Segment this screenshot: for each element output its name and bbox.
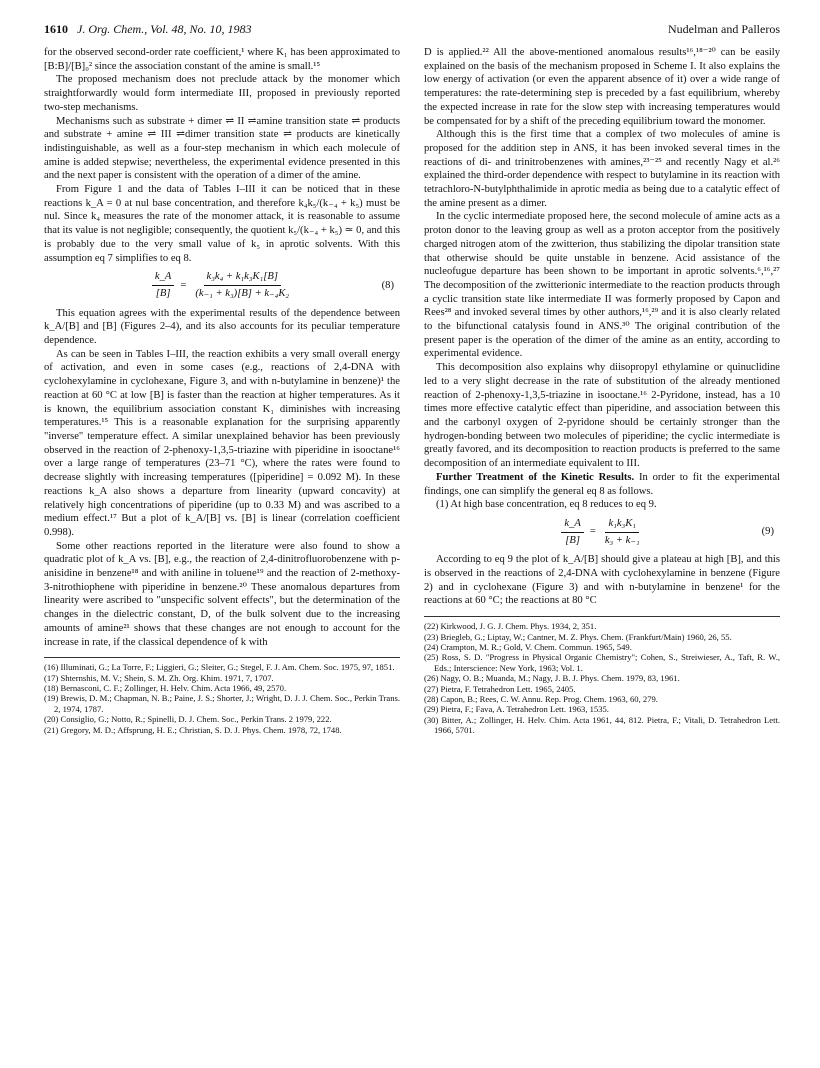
equation-number: (8)	[381, 279, 394, 291]
eq9-lhs-numerator: k_A	[561, 517, 583, 533]
reference-item: (22) Kirkwood, J. G. J. Chem. Phys. 1934, 2, 351.	[424, 621, 597, 632]
paragraph: Although this is the first time that a complex of two molecules of amine is proposed for the addition step in ANS, it has been invoked several times in the reactions of di- and trinitrobenzenes with amines,²³⁻²⁵ and recently Nagy et al.²⁶ explained the third-order dependence with respect to butylamine in its reaction with tetrachloro-N-butylphthalimide in aprotic media as being due to a catalytic effect of the amine present as a dimer.	[424, 129, 780, 209]
reference-item: (20) Consiglio, G.; Notto, R.; Spinelli, D. J. Chem. Soc., Perkin Trans. 2 1979, 222.	[44, 714, 332, 725]
eq8-lhs	[152, 270, 174, 300]
eq8-rhs	[192, 270, 292, 300]
equation-8	[44, 270, 400, 300]
journal-page	[44, 22, 780, 1052]
footnote-divider	[44, 657, 400, 658]
paragraph: From Figure 1 and the data of Tables I–III it can be noticed that in these reactions k_A = 0 at nul base concentration, and therefore k₄k₅/(k₋₄ + k₅) must be nul. Since k₄ measures the rate of the monomer attack, it is reasonable to assume that its value is not negligible; consequently, the quotient k₅/(k₋₄ + k₅) ≃ 0, and this is probably due to the very small value of k₅ in aprotic solvents. With this assumption eq 7 simplifies to eq 8.	[44, 184, 400, 264]
reference-item: (21) Gregory, M. D.; Affsprung, H. E.; Christian, S. D. J. Phys. Chem. 1978, 72, 1748.	[44, 724, 342, 735]
paragraph: D is applied.²² All the above-mentioned anomalous results¹⁶,¹⁸⁻²⁰ can be easily explained on the basis of the mechanism proposed in Scheme I. It also explains the low energy of activation (or even the apparent absence of it) over a wide range of temperatures: the rate-determining step is preceded by a fast equilibrium, whereby the expected increase in rate for the slow step with increasing temperatures would be compensated for by a shift of the preceding equilibrium toward the monomer.	[424, 47, 780, 127]
paragraph: As can be seen in Tables I–III, the reaction exhibits a very small overall energy of activation, and even in some cases (e.g., reactions of 2,4-DNA with cyclohexylamine in cyclohexane, Figure 3, and with n-butylamine in benzene)¹ the reaction at 60 °C at low [B] is faster than the reaction at higher temperatures. As it is known, the equilibrium association constant K₁ diminishes with increasing temperatures.¹⁵ This is a reasonable explanation for the surprising apparently "inverse" temperature effect. A similar unexplained behavior has been previously observed in the reaction of 2-phenoxy-1,3,5-triazine with piperidine in isooctane¹⁶ over a large range of temperatures (23–71 °C), where the rates were found to decrease slightly with increasing temperatures ([piperidine] = 0.092 M). In these reactions k_A also shows a departure from linearity (upward concavity) at relatively high concentrations of piperidine (up to 0.33 M) and was ascribed to a medium effect.¹⁷ But a plot of k_A/[B] vs. [B] is linear (correlation coefficient 0.998).	[44, 348, 400, 538]
left-column	[44, 46, 400, 736]
header-left	[44, 22, 252, 37]
eq8-lhs-numerator: k_A	[152, 270, 174, 286]
reference-item: (19) Brewis, D. M.; Chapman, N. B.; Paine, J. S.; Shorter, J.; Wright, D. J. J. Chem. Soc., Perkin Trans. 2, 1974, 1787.	[44, 693, 400, 714]
reference-item: (28) Capon, B.; Rees, C. W. Annu. Rep. Prog. Chem. 1963, 60, 279.	[424, 693, 658, 704]
paragraph: Mechanisms such as substrate + dimer ⇌ II ⇌amine transition state ⇌ products and substrate + amine ⇌ III ⇌dimer transition state ⇌ products are kinetically indistinguishable, as well as a four-step mechanism in which each molecule of amine is added stepwise; nevertheless, the experimental evidence presented in this and the next paper is consistent with the operation of a dimer of the amine.	[44, 115, 400, 182]
paragraph: This equation agrees with the experimental results of the dependence between k_A/[B] and [B] (Figures 2–4), and its also accounts for its peculiar temperature dependence.	[44, 307, 400, 347]
eq8-rhs-numerator: k₃k₄ + k₁k₃K₁[B]	[204, 270, 281, 286]
eq9-rhs-denominator: k₃ + k₋₁	[604, 534, 640, 546]
footnotes-right	[424, 621, 780, 735]
reference-item: (25) Ross, S. D. "Progress in Physical Organic Chemistry"; Cohen, S., Streiwieser, A., Taft, R. W., Eds.; Interscience: New York, 1963; Vol. 1.	[424, 652, 780, 673]
equation-number: (9)	[761, 526, 774, 538]
reference-item: (29) Pietra, F.; Fava, A. Tetrahedron Lett. 1963, 1535.	[424, 704, 609, 715]
footnotes-left	[44, 662, 400, 735]
right-column	[424, 46, 780, 736]
eq8-rhs-denominator: (k₋₁ + k₃)[B] + k₋₄K₂	[195, 287, 290, 299]
paragraph: In the cyclic intermediate proposed here, the second molecule of amine acts as a proton donor to the leaving group as well as a proton acceptor from the positively charged nitrogen atom of the zwitterion, thus stabilizing the dipolar transition state that otherwise should be quite unstable in benzene. Acid assistance of the nucleofugue departure has been shown to be important in aprotic solvents.⁶,¹⁶,²⁷ The decomposition of the zwitterionic intermediate to the reaction products through a cyclic transition state like intermediate II was formerly proposed by Capon and Rees²⁸ and invoked several times by other authors,¹⁶,²⁹ and it is also clearly related to the bifunctional catalysis found in ANS.³⁰ The original contribution of the present paper is the operation of the dimer of the amine as an entity, according to experimental evidence.	[424, 211, 780, 360]
section-paragraph	[424, 471, 780, 498]
paragraph: (1) At high base concentration, eq 8 reduces to eq 9.	[436, 499, 657, 511]
paragraph: The proposed mechanism does not preclude attack by the monomer which straightforwardly would form intermediate III, proposed in previously reported two-step mechanisms.	[44, 74, 400, 113]
two-column-body	[44, 46, 780, 736]
header-authors: Nudelman and Palleros	[668, 22, 780, 36]
section-text: In order to fit the experimental findings, one can simplify the general eq 8 as follows.	[424, 471, 780, 497]
equals-sign: =	[180, 279, 187, 291]
paragraph: According to eq 9 the plot of k_A/[B] should give a plateau at high [B], and this is observed in the reactions of 2,4-DNA with cyclohexylamine in benzene (Figure 2) and in cyclohexane (Figure 3) and with n-butylamine in benzene¹ for the reactions at 60 °C; the reactions at 80 °C	[424, 554, 780, 607]
reference-item: (26) Nagy, O. B.; Muanda, M.; Nagy, J. B. J. Phys. Chem. 1979, 83, 1961.	[424, 673, 680, 684]
paragraph: for the observed second-order rate coefficient,¹ where K₁ has been approximated to [B:B]/[B]₀² since the association constant of the amine is small.¹⁵	[44, 47, 400, 72]
reference-item: (18) Bernasconi, C. F.; Zollinger, H. Helv. Chim. Acta 1966, 49, 2570.	[44, 683, 287, 694]
section-heading: Further Treatment of the Kinetic Results.	[436, 471, 635, 483]
footnote-divider	[424, 616, 780, 617]
paragraph: Some other reactions reported in the literature were also found to show a quadratic plot of k_A vs. [B], e.g., the reaction of 2,4-dinitrofluorobenzene with p-anisidine in benzene¹⁸ and with aniline in toluene¹⁹ and the reaction of 2-methoxy-3-nitrothiophene with piperidine in benzene.²⁰ These anomalous departures from linearity were ascribed to "unspecific solvent effects", but the determination of the changes in the dielectric constant, D, of the bulk solvent due to the increasing amounts of amine²¹ shows that these changes are not enough to account for the increase in rate, if the classical dependence of k with	[44, 540, 400, 648]
reference-item: (23) Briegleb, G.; Liptay, W.; Cantner, M. Z. Phys. Chem. (Frankfurt/Main) 1960, 26, 55.	[424, 631, 732, 642]
equals-sign: =	[589, 526, 596, 538]
eq9-lhs-denominator: [B]	[565, 534, 580, 546]
equation-9	[424, 517, 780, 547]
journal-citation: J. Org. Chem., Vol. 48, No. 10, 1983	[77, 22, 252, 36]
reference-item: (16) Illuminati, G.; La Torre, F.; Liggieri, G.; Sleiter, G.; Stegel, F. J. Am. Chem. Soc. 1975, 97, 1851.	[44, 662, 395, 673]
eq9-rhs	[602, 517, 643, 547]
reference-item: (17) Shternshis, M. V.; Shein, S. M. Zh. Org. Khim. 1971, 7, 1707.	[44, 672, 274, 683]
running-header	[44, 22, 780, 40]
eq9-rhs-numerator: k₁k₃K₁	[605, 517, 639, 533]
paragraph: This decomposition also explains why diisopropyl ethylamine or quinuclidine led to a very slight decrease in the rate of substitution of the already mentioned reaction of 2-phenoxy-1,3,5-triazine in isooctane.¹⁶ 2-Pyridone, instead, has a 10 times more effective catalytic effect than piperidine, and association between this and the carbonyl oxygen of 2-pyridone should be certainly stronger than the hydrogen-bonding between two molecules of piperidine; the cyclic intermediate is greatly favored, and its decomposition to reaction products is preferred to the same decomposition of an intermediate equivalent to III.	[424, 362, 780, 470]
reference-item: (27) Pietra, F. Tetrahedron Lett. 1965, 2405.	[424, 683, 576, 694]
page-number: 1610	[44, 22, 68, 36]
reference-item: (30) Bitter, A.; Zollinger, H. Helv. Chim. Acta 1961, 44, 812. Pietra, F.; Vitali, D. Tetrahedron Lett. 1966, 5701.	[424, 714, 780, 736]
eq9-lhs	[561, 517, 583, 547]
reference-item: (24) Crampton, M. R.; Gold, V. Chem. Commun. 1965, 549.	[424, 641, 632, 652]
eq8-lhs-denominator: [B]	[155, 287, 171, 299]
